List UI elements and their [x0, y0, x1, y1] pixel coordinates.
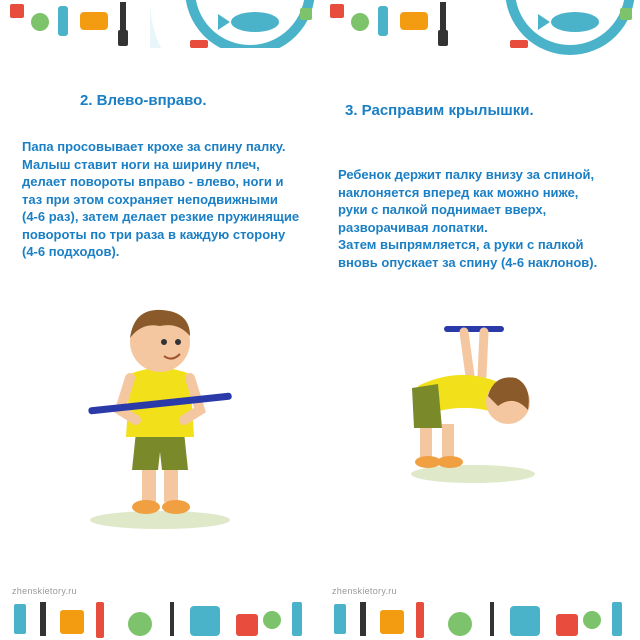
text-line: (4-6 раз), затем делает резкие пружинящие: [22, 209, 300, 224]
text-line: Ребенок держит палку внизу за спиной,: [338, 167, 595, 182]
right-column-text: [338, 166, 614, 271]
text-line: наклоняется вперед как можно ниже,: [338, 184, 579, 200]
left-column-title: 2. Влево-вправо.: [80, 92, 207, 109]
text-line: таз при этом сохраняет неподвижными: [22, 191, 278, 207]
text-line: руки с палкой поднимает вверх,: [338, 202, 547, 217]
text-line: делает повороты вправо - влево, ноги и: [22, 174, 284, 189]
boy-standing-with-stick-illustration: [80, 292, 240, 532]
right-column-title: 3. Расправим крылышки.: [345, 102, 534, 119]
watermark-right: zhenskietory.ru: [332, 586, 397, 596]
text-line: (4-6 подходов).: [22, 244, 120, 259]
text-line: Папа просовывает крохе за спину палку.: [22, 139, 286, 154]
text-line: Малыш ставит ноги на ширину плеч,: [22, 156, 260, 172]
bottom-border: [0, 584, 640, 640]
left-column-text: [22, 138, 318, 261]
top-border: [0, 0, 640, 56]
kitchen-pattern-border: [0, 0, 640, 56]
text-line: разворачивая лопатки.: [338, 219, 488, 235]
boy-bending-with-stick-illustration: [398, 316, 548, 486]
watermark-left: zhenskietory.ru: [12, 586, 77, 596]
text-line: Затем выпрямляется, а руки с палкой: [338, 237, 584, 252]
text-line: повороты по три раза в каждую сторону: [22, 226, 286, 242]
kitchen-pattern-border: [0, 584, 640, 640]
text-line: вновь опускает за спину (4-6 наклонов).: [338, 254, 598, 270]
